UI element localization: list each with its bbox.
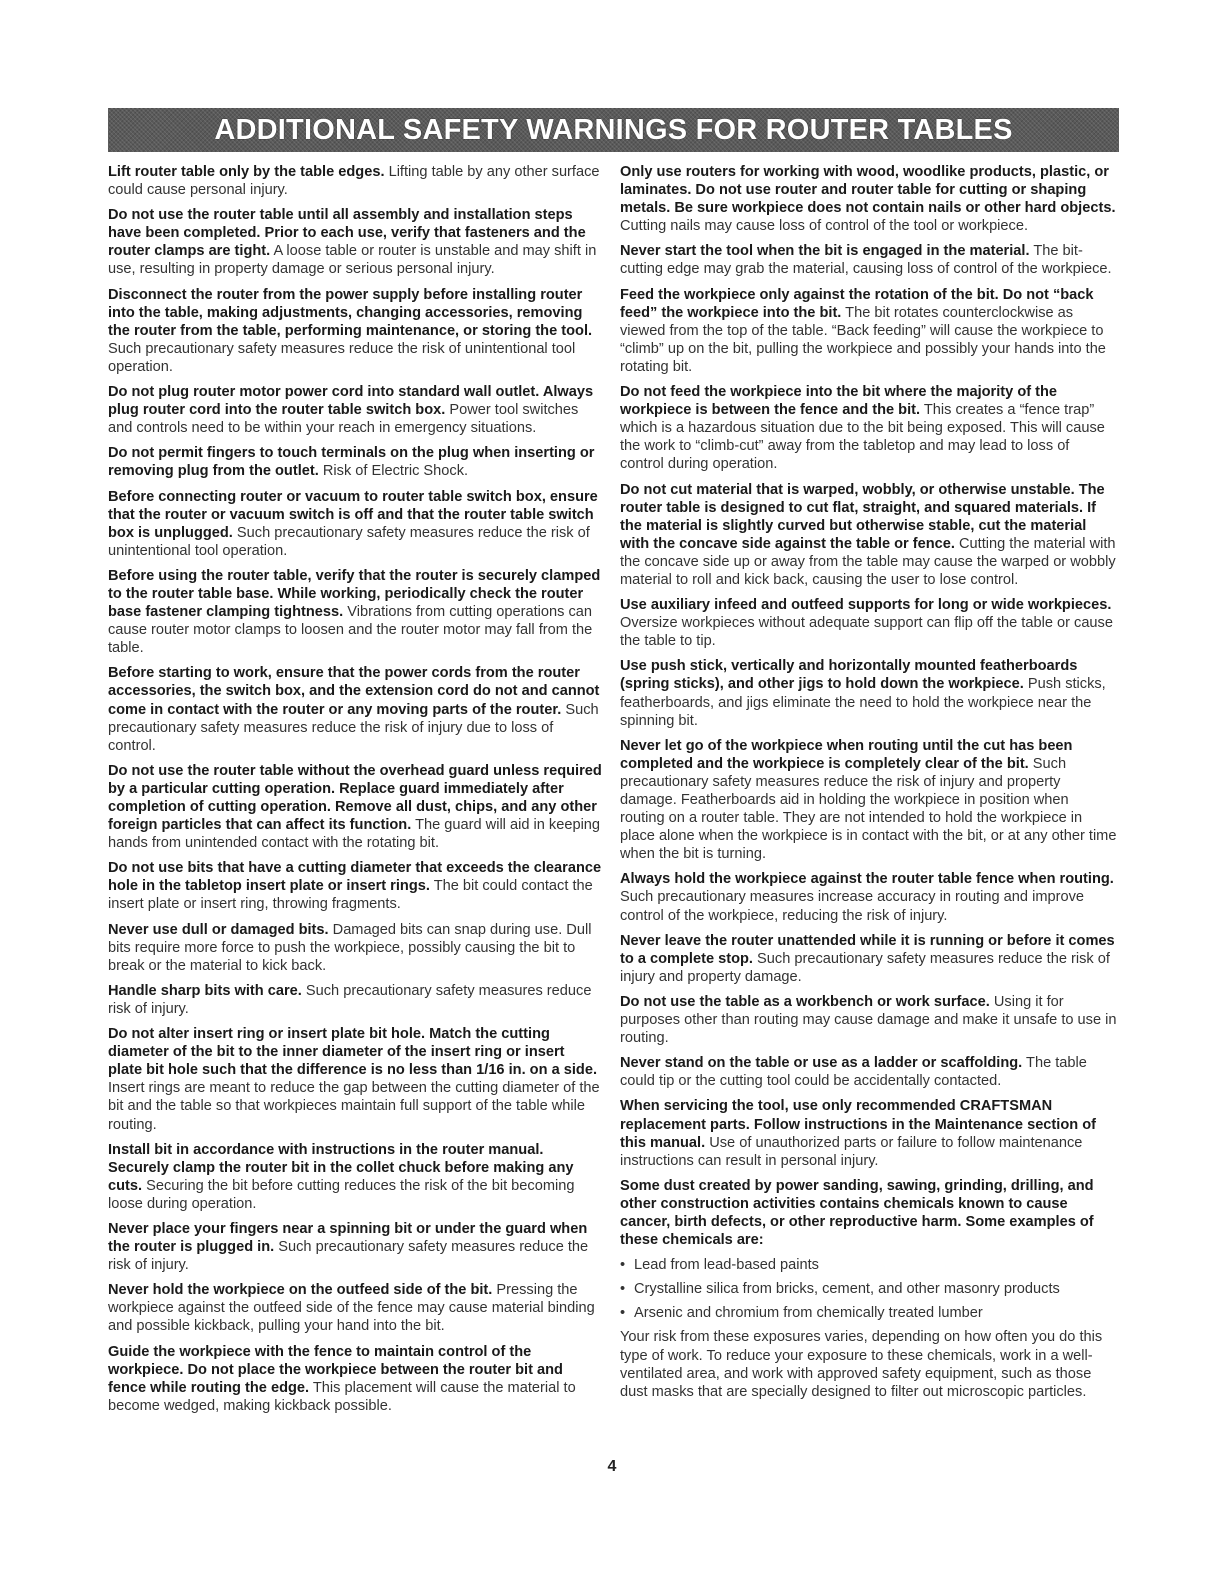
warning-detail: Insert rings are meant to reduce the gap between the cutting diameter of the bit and the table so that workpieces maintain full support of the table while routing.	[108, 1080, 600, 1133]
warning-detail: Risk of Electric Shock.	[322, 463, 469, 480]
warning-heading: Do not use bits that have a cutting diameter that exceeds the clearance hole in the tabletop insert plate or insert rings.	[108, 860, 602, 895]
warning-paragraph	[108, 1025, 602, 1134]
warning-heading: Do not cut material that is warped, wobbly, or otherwise unstable. The router table is designed to cut flat, straight, and squared materials. If the material is slightly curved but otherwise stable, cut the material with the concave side against the table or fence.	[620, 481, 1105, 552]
warning-detail: Using it for purposes other than routing may cause damage and make it unsafe to use in routing.	[620, 993, 1117, 1047]
warning-detail: Such precautionary safety measures reduce the risk of injury.	[108, 1239, 589, 1274]
warning-paragraph	[620, 1177, 1117, 1249]
warning-paragraph	[108, 982, 602, 1018]
warning-detail: Cutting nails may cause loss of control of the tool or workpiece.	[620, 218, 1029, 235]
closing-paragraph: Your risk from these exposures varies, depending on how often you do this type of work. To reduce your exposure to these chemicals, work in a well-ventilated area, and work with approved safety equipment, such as those dust masks that are specially designed to filter out microscopic particles.	[620, 1329, 1103, 1400]
chemicals-list	[620, 1256, 1117, 1322]
warning-heading: Before using the router table, verify that the router is securely clamped to the router table base. While working, periodically check the router base fastener clamping tightness.	[108, 567, 601, 621]
bullet-icon: •	[620, 1305, 626, 1322]
bullet-icon: •	[620, 1257, 626, 1274]
section-title: ADDITIONAL SAFETY WARNINGS FOR ROUTER TABLES	[214, 113, 1013, 146]
list-item-text: Lead from lead-based paints	[634, 1257, 819, 1274]
warning-heading: Never place your fingers near a spinning bit or under the guard when the router is plugged in.	[108, 1220, 588, 1256]
warning-detail: Use of unauthorized parts or failure to follow maintenance instructions can result in personal injury.	[620, 1134, 1083, 1169]
warning-heading: Lift router table only by the table edges.	[108, 164, 385, 180]
warning-heading: Do not plug router motor power cord into standard wall outlet. Always plug router cord into the router table switch box.	[108, 384, 594, 419]
warning-paragraph	[108, 1343, 602, 1415]
page-number: 4	[607, 1458, 617, 1475]
warning-paragraph	[108, 444, 602, 480]
list-item	[620, 1280, 1117, 1298]
warning-detail: Securing the bit before cutting reduces the risk of the bit becoming loose during operation.	[108, 1177, 575, 1212]
warning-paragraph	[620, 1097, 1117, 1169]
warning-detail: Push sticks, featherboards, and jigs eliminate the need to hold the workpiece near the spinning bit.	[620, 676, 1106, 729]
warning-detail: Such precautionary safety measures reduce the risk of injury and property damage. Featherboards aid in holding the workpiece in position when routing on a router table. They are not intended to hold the workpiece in place alone when the workpiece is in contact with the bit, or at any other time when the bit is turning.	[620, 755, 1117, 863]
warning-detail: The bit rotates counterclockwise as viewed from the top of the table. “Back feeding” will cause the workpiece to “climb” up on the bit, pulling the workpiece and possibly your hands into the rotating bit.	[620, 304, 1106, 375]
warning-heading: Never hold the workpiece on the outfeed side of the bit.	[108, 1282, 493, 1299]
warning-heading: Do not alter insert ring or insert plate bit hole. Match the cutting diameter of the bit to the inner diameter of the insert ring or insert plate bit hole such that the difference is no less than 1/16 in. on a side.	[108, 1026, 597, 1079]
warning-heading: Feed the workpiece only against the rotation of the bit. Do not “back feed” the workpiece into the bit.	[620, 286, 1094, 321]
right-column	[620, 163, 1117, 1408]
warning-detail: Power tool switches and controls need to be within your reach in emergency situations.	[108, 402, 579, 437]
warning-detail: Such precautionary safety measures reduce the risk of unintentional tool operation.	[108, 524, 590, 559]
warning-detail: Damaged bits can snap during use. Dull bits require more force to push the workpiece, possibly causing the bit to break or the material to kick back.	[108, 921, 592, 974]
warning-paragraph	[108, 286, 602, 376]
warning-heading: Never leave the router unattended while it is running or before it comes to a complete stop.	[620, 932, 1115, 967]
warning-paragraph	[620, 932, 1117, 986]
warning-heading: Guide the workpiece with the fence to maintain control of the workpiece. Do not place the workpiece between the router bit and fence while routing the edge.	[108, 1343, 563, 1396]
warning-heading: Do not use the router table without the overhead guard unless required by a particular cutting operation. Replace guard immediately after completion of cutting operation. Remove all dust, chips, and any other foreign particles that can affect its function.	[108, 762, 602, 834]
list-item-text: Crystalline silica from bricks, cement, and other masonry products	[634, 1281, 1060, 1298]
warning-heading: Do not permit fingers to touch terminals on the plug when inserting or removing plug from the outlet.	[108, 445, 595, 480]
warning-paragraph	[620, 286, 1117, 376]
warning-heading: Use auxiliary infeed and outfeed supports for long or wide workpieces.	[620, 597, 1112, 614]
warning-paragraph	[108, 206, 602, 278]
warning-detail: Lifting table by any other surface could cause personal injury.	[108, 164, 600, 199]
warning-paragraph	[108, 1281, 602, 1335]
warning-detail: Oversize workpieces without adequate support can flip off the table or cause the table to tip.	[620, 615, 1113, 650]
warning-detail: Cutting the material with the concave side up or away from the table may cause the warped or wobbly material to roll and kick back, causing the user to lose control.	[620, 535, 1116, 588]
warning-paragraph	[108, 488, 602, 560]
warning-heading: Never start the tool when the bit is engaged in the material.	[620, 243, 1030, 260]
warning-heading: Do not use the table as a workbench or work surface.	[620, 993, 990, 1010]
warning-paragraph	[620, 596, 1117, 650]
warning-paragraph	[108, 921, 602, 975]
warning-detail: Pressing the workpiece against the outfeed side of the fence may cause material binding and possible kickback, pulling your hand into the bit.	[108, 1282, 595, 1335]
warning-paragraph	[620, 163, 1117, 235]
warning-heading: Only use routers for working with wood, woodlike products, plastic, or laminates. Do not use router and router table for cutting or shaping metals. Be sure workpiece does not contain nails or other hard objects.	[620, 164, 1116, 217]
warning-detail: The table could tip or the cutting tool could be accidentally contacted.	[620, 1055, 1087, 1090]
warning-detail: Such precautionary safety measures reduce the risk of injury due to loss of control.	[108, 701, 599, 754]
warning-detail: A loose table or router is unstable and may shift in use, resulting in property damage or serious personal injury.	[108, 243, 597, 278]
warning-paragraph	[620, 481, 1117, 590]
warning-paragraph	[620, 1054, 1117, 1090]
list-item	[620, 1304, 1117, 1322]
warning-detail: This placement will cause the material to become wedged, making kickback possible.	[108, 1379, 576, 1414]
warning-detail: Such precautionary measures increase accuracy in routing and improve control of the workpiece, reducing the risk of injury.	[620, 889, 1084, 924]
warning-heading: Do not feed the workpiece into the bit where the majority of the workpiece is between the fence and the bit.	[620, 384, 1058, 419]
warning-paragraph	[620, 870, 1117, 924]
warning-detail: Such precautionary safety measures reduce risk of injury.	[108, 982, 592, 1017]
warning-paragraph	[108, 1141, 602, 1213]
warning-paragraph	[620, 383, 1117, 473]
warning-detail: The bit-cutting edge may grab the material, causing loss of control of the workpiece.	[620, 243, 1112, 278]
warning-paragraph	[620, 737, 1117, 864]
warning-heading: Some dust created by power sanding, sawing, grinding, drilling, and other construction activities contains chemicals known to cause cancer, birth defects, or other reproductive harm. Some examples of these chemicals are:	[620, 1177, 1094, 1249]
warning-paragraph	[620, 242, 1117, 278]
warning-paragraph	[108, 383, 602, 437]
warning-paragraph	[108, 1220, 602, 1274]
warning-heading: Before connecting router or vacuum to router table switch box, ensure that the router or vacuum switch is off and that the router table switch box is unplugged.	[108, 488, 598, 541]
bullet-icon: •	[620, 1281, 626, 1298]
warning-detail: The guard will aid in keeping hands from unintended contact with the rotating bit.	[108, 817, 601, 852]
warning-heading: Do not use the router table until all assembly and installation steps have been completed. Prior to each use, verify that fasteners and the router clamps are tight.	[108, 207, 586, 260]
warning-heading: Never use dull or damaged bits.	[108, 921, 329, 938]
list-item	[620, 1256, 1117, 1274]
section-banner	[108, 108, 1119, 152]
warning-paragraph	[620, 993, 1117, 1047]
warning-heading: Install bit in accordance with instructions in the router manual. Securely clamp the router bit in the collet chuck before making any cuts.	[108, 1141, 574, 1194]
warning-paragraph	[108, 859, 602, 913]
warning-detail: Such precautionary safety measures reduce the risk of injury and property damage.	[620, 950, 1110, 985]
warning-paragraph	[108, 762, 602, 852]
warning-detail: The bit could contact the insert plate or insert ring, throwing fragments.	[108, 878, 593, 913]
left-column	[108, 163, 602, 1422]
warning-paragraph	[108, 163, 602, 199]
warning-paragraph	[108, 567, 602, 657]
list-item-text: Arsenic and chromium from chemically treated lumber	[634, 1305, 983, 1322]
warning-heading: Handle sharp bits with care.	[108, 982, 302, 999]
warning-heading: Never stand on the table or use as a ladder or scaffolding.	[620, 1055, 1023, 1072]
warning-paragraph	[620, 657, 1117, 729]
warning-heading: Before starting to work, ensure that the power cords from the router accessories, the switch box, and the extension cord do not and cannot come in contact with the router or any moving parts of the router.	[108, 665, 600, 718]
warning-paragraph	[108, 664, 602, 754]
warning-heading: Use push stick, vertically and horizontally mounted featherboards (spring sticks), and other jigs to hold down the workpiece.	[620, 658, 1078, 693]
warning-heading: Never let go of the workpiece when routing until the cut has been completed and the workpiece is completely clear of the bit.	[620, 737, 1073, 772]
warning-detail: Such precautionary safety measures reduce the risk of unintentional tool operation.	[108, 340, 576, 375]
warning-heading: Disconnect the router from the power supply before installing router into the table, making adjustments, changing accessories, removing the router from the table, performing maintenance, or storing the tool.	[108, 286, 593, 339]
warning-detail: This creates a “fence trap” which is a hazardous situation due to the bit being exposed. This will cause the work to “climb-cut” away from the tabletop and may lead to loss of control during operation.	[620, 402, 1105, 473]
warning-detail: Vibrations from cutting operations can cause router motor clamps to loosen and the router motor may fall from the table.	[108, 604, 593, 657]
warning-heading: When servicing the tool, use only recommended CRAFTSMAN replacement parts. Follow instructions in the Maintenance section of this manual.	[620, 1098, 1096, 1151]
warning-heading: Always hold the workpiece against the router table fence when routing.	[620, 871, 1114, 888]
